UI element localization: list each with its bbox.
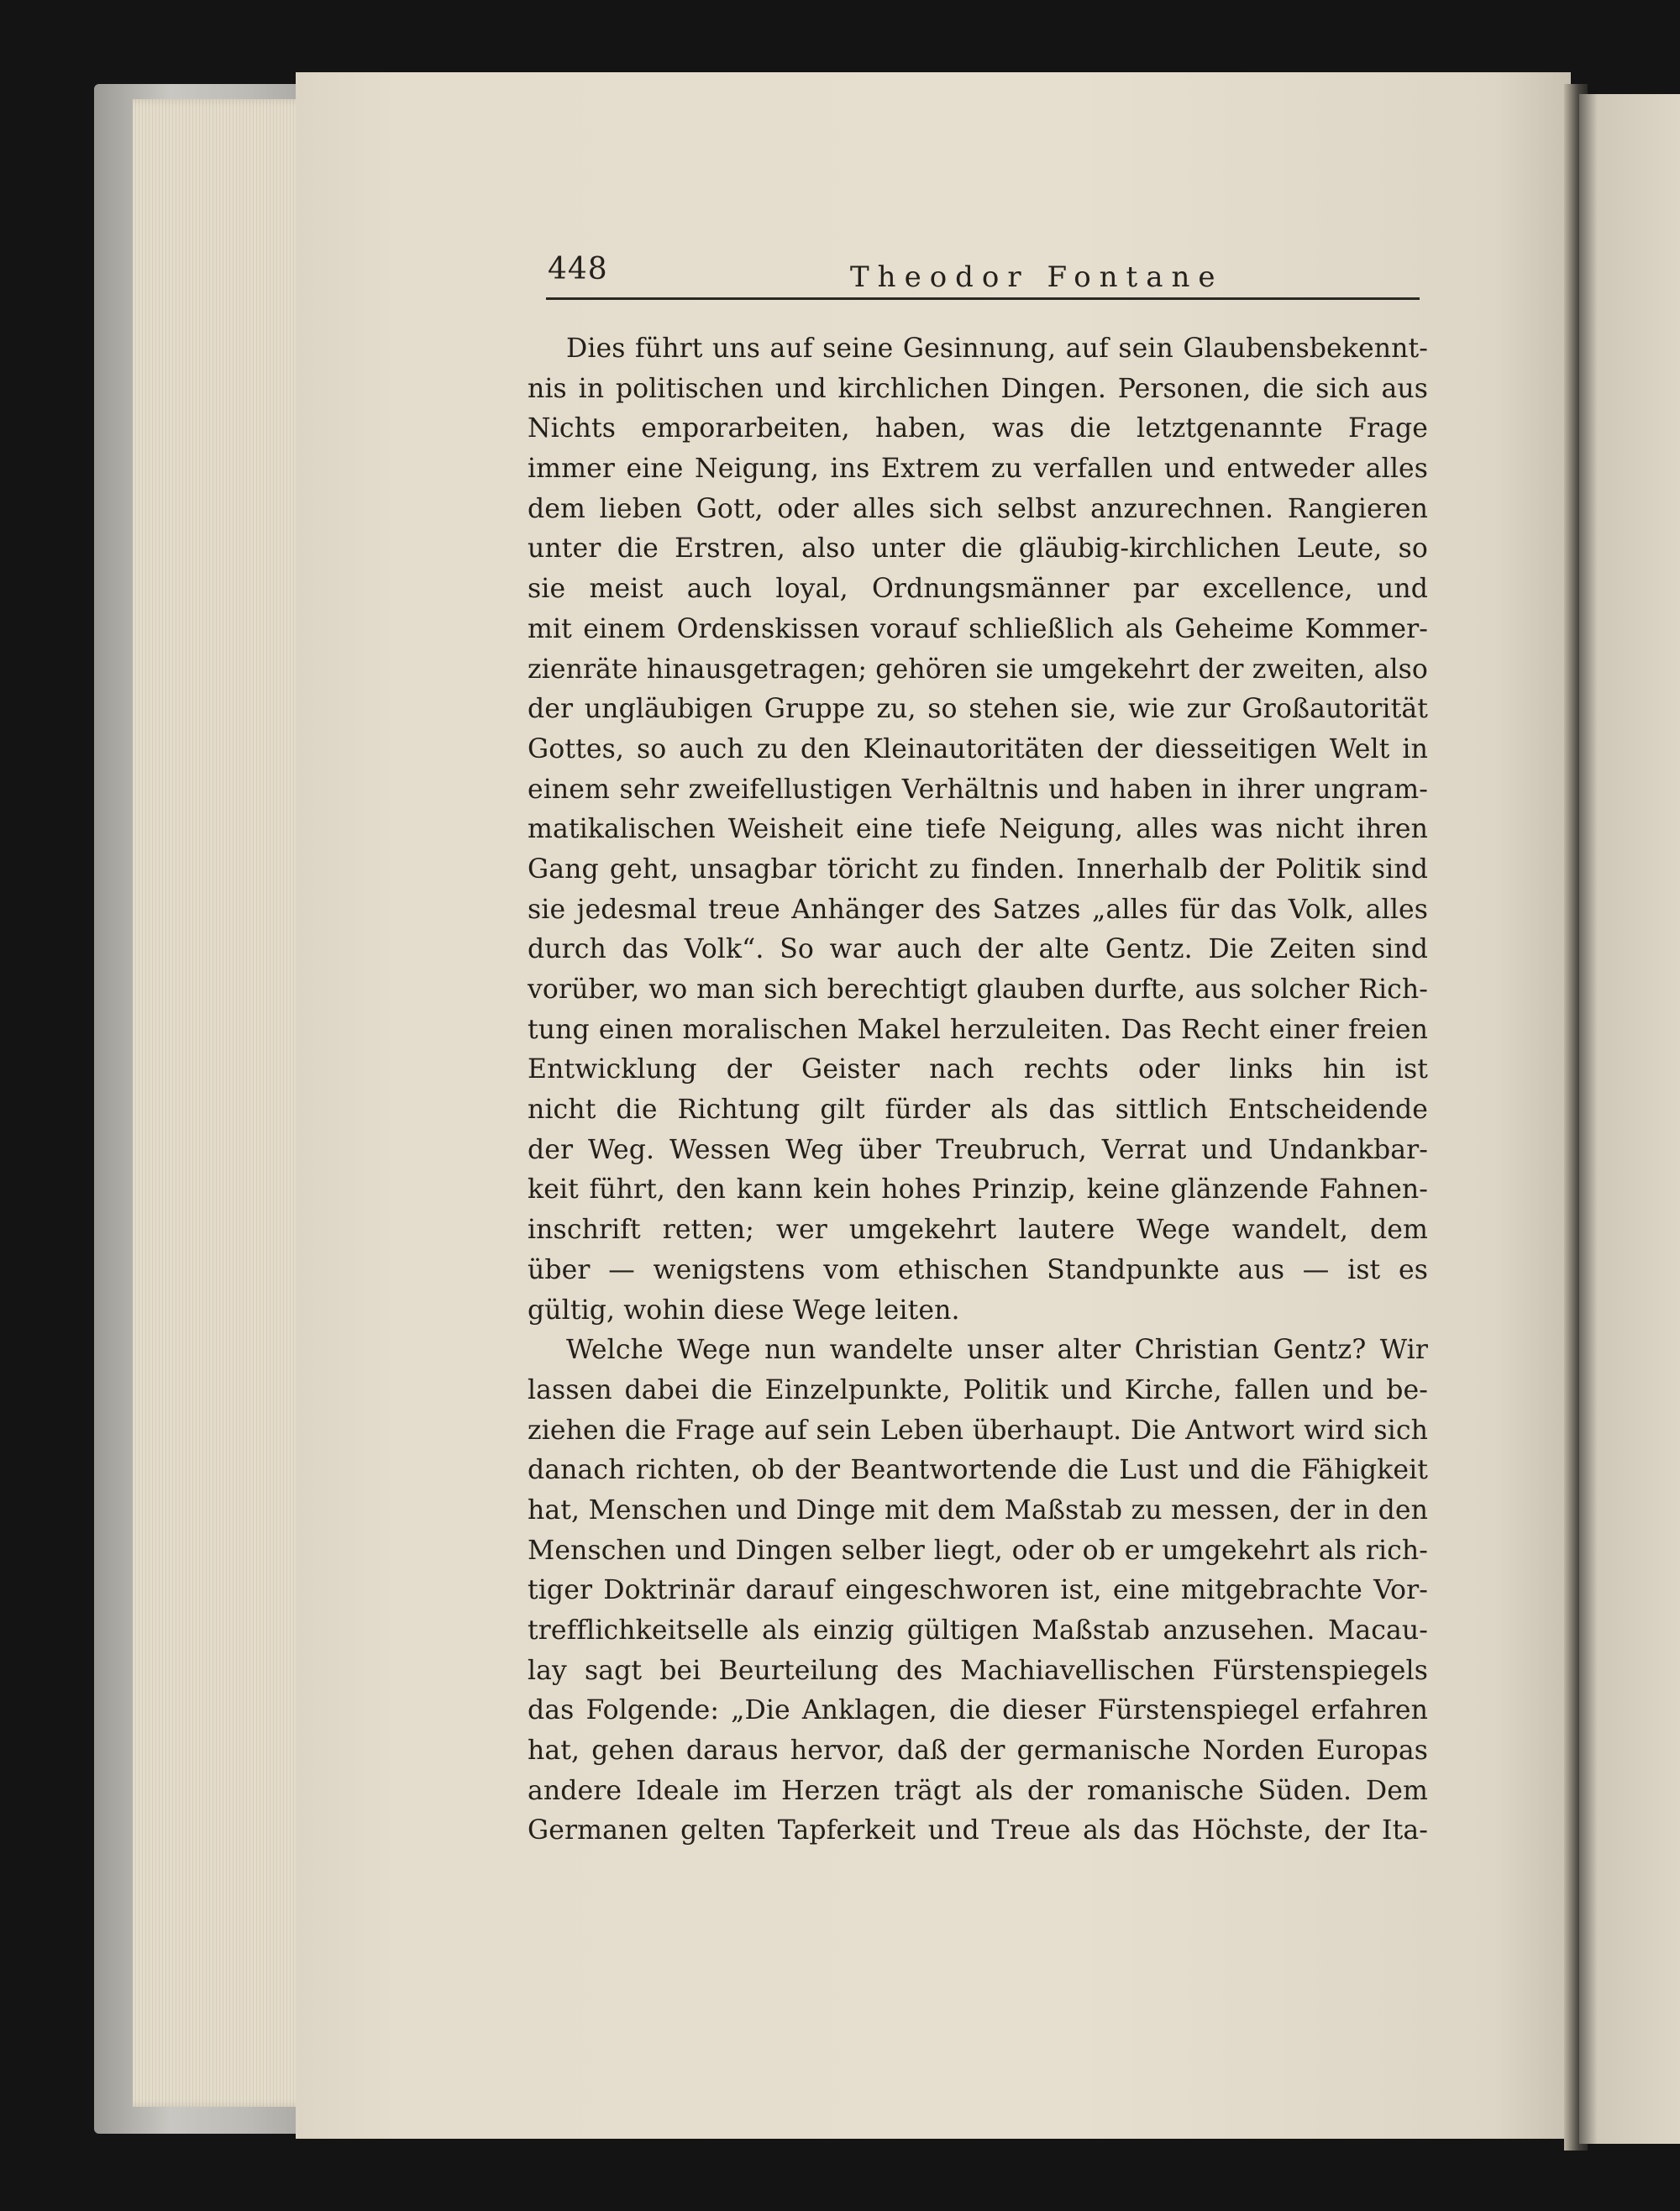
text-line: der Weg. Wessen Weg über Treubruch, Verrat und Undankbar- (528, 1134, 1428, 1165)
text-line: einem sehr zweifellustigen Verhältnis und haben in ihrer ungram- (528, 774, 1428, 805)
text-line: Welche Wege nun wandelte unser alter Christian Gentz? Wir (566, 1335, 1428, 1366)
text-line: zienräte hinausgetragen; gehören sie umgekehrt der zweiten, also (528, 654, 1428, 685)
paragraph (528, 329, 1428, 1331)
text-line: Dies führt uns auf seine Gesinnung, auf sein Glaubensbekennt- (566, 333, 1428, 364)
body-text (528, 329, 1428, 1851)
text-line: Gang geht, unsagbar töricht zu finden. Innerhalb der Politik sind (528, 853, 1428, 885)
text-line: durch das Volk“. So war auch der alte Gentz. Die Zeiten sind (528, 934, 1428, 965)
text-line: Germanen gelten Tapferkeit und Treue als das Höchste, der Ita- (528, 1815, 1428, 1846)
text-line: Nichts emporarbeiten, haben, was die letztgenannte Frage (528, 413, 1428, 444)
page-number: 448 (548, 252, 608, 286)
text-line: Gottes, so auch zu den Kleinautoritäten der diesseitigen Welt in (528, 733, 1428, 764)
text-line: sie jedesmal treue Anhänger des Satzes „alles für das Volk, alles (528, 894, 1428, 925)
paragraph (528, 1331, 1428, 1851)
text-line: das Folgende: „Die Anklagen, die dieser Fürstenspiegel erfahren (528, 1695, 1428, 1726)
text-line: lassen dabei die Einzelpunkte, Politik und Kirche, fallen und be- (528, 1374, 1428, 1405)
adjacent-page (1579, 94, 1680, 2144)
text-line: keit führt, den kann kein hohes Prinzip, keine glänzende Fahnen- (528, 1174, 1428, 1205)
text-line: unter die Erstren, also unter die gläubig-kirchlichen Leute, so (528, 533, 1428, 565)
text-line: danach richten, ob der Beantwortende die Lust und die Fähigkeit (528, 1455, 1428, 1486)
text-line: ziehen die Frage auf sein Leben überhaupt. Die Antwort wird sich (528, 1415, 1428, 1446)
text-line: immer eine Neigung, ins Extrem zu verfallen und entweder alles (528, 454, 1428, 485)
text-line: über — wenigstens vom ethischen Standpunkte aus — ist es (528, 1254, 1428, 1285)
page-edges (133, 99, 309, 2107)
text-line: tiger Doktrinär darauf eingeschworen ist, eine mitgebrachte Vor- (528, 1575, 1428, 1606)
text-line: inschrift retten; wer umgekehrt lautere Wege wandelt, dem (528, 1215, 1428, 1246)
running-head: Theodor Fontane (850, 260, 1224, 294)
text-line: sie meist auch loyal, Ordnungsmänner par excellence, und (528, 574, 1428, 605)
text-line: Entwicklung der Geister nach rechts oder links hin ist (528, 1054, 1428, 1085)
text-line: lay sagt bei Beurteilung des Machiavellischen Fürstenspiegels (528, 1655, 1428, 1686)
text-line: matikalischen Weisheit eine tiefe Neigung, alles was nicht ihren (528, 814, 1428, 845)
text-line: hat, gehen daraus hervor, daß der germanische Norden Europas (528, 1736, 1428, 1767)
text-line: dem lieben Gott, oder alles sich selbst anzurechnen. Rangieren (528, 493, 1428, 524)
page-header (546, 250, 1420, 300)
text-line: Menschen und Dingen selber liegt, oder ob er umgekehrt als rich- (528, 1535, 1428, 1566)
text-line: trefflichkeitselle als einzig gültigen Maßstab anzusehen. Macau- (528, 1615, 1428, 1646)
text-line: gültig, wohin diese Wege leiten. (528, 1295, 960, 1326)
text-line: hat, Menschen und Dinge mit dem Maßstab zu messen, der in den (528, 1494, 1428, 1526)
text-line: nis in politischen und kirchlichen Dingen. Personen, die sich aus (528, 373, 1428, 404)
text-line: andere Ideale im Herzen trägt als der romanische Süden. Dem (528, 1775, 1428, 1806)
text-line: tung einen moralischen Makel herzuleiten. Das Recht einer freien (528, 1014, 1428, 1045)
text-line: mit einem Ordenskissen vorauf schließlich als Geheime Kommer- (528, 613, 1428, 644)
text-line: der ungläubigen Gruppe zu, so stehen sie, wie zur Großautorität (528, 694, 1428, 725)
text-line: vorüber, wo man sich berechtigt glauben durfte, aus solcher Rich- (528, 974, 1428, 1005)
text-line: nicht die Richtung gilt fürder als das sittlich Entscheidende (528, 1095, 1428, 1126)
